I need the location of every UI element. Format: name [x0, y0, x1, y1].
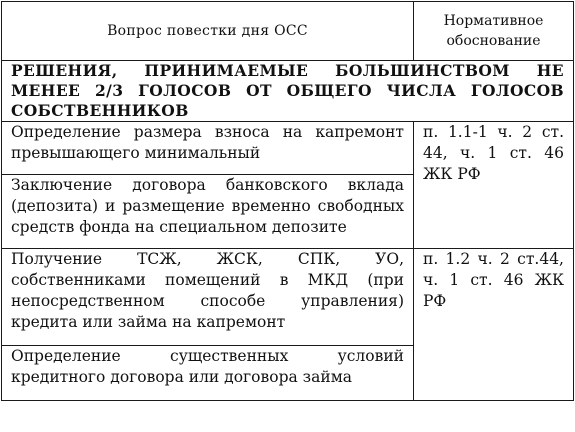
header-basis-line-1: Нормативное — [443, 13, 544, 29]
header-basis-line-2: обоснование — [446, 33, 541, 49]
question-cell: Определение размера взноса на капремонт превышающего минимальный — [2, 122, 414, 175]
question-cell: Заключение договора банковского вклада (депозита) и размещение временно свободных средств фонда на специальном депозите — [2, 175, 414, 249]
question-cell: Получение ТСЖ, ЖСК, СПК, УО, собственниками помещений в МКД (при непосредственном способе управления) кредита или займа на капремонт — [2, 249, 414, 346]
basis-cell: п. 1.1-1 ч. 2 ст. 44, ч. 1 ст. 46 ЖК РФ — [414, 122, 574, 249]
basis-cell: п. 1.2 ч. 2 ст.44, ч. 1 ст. 46 ЖК РФ — [414, 249, 574, 401]
table-row — [2, 122, 574, 175]
header-basis-column — [414, 2, 574, 61]
section-title: РЕШЕНИЯ, ПРИНИМАЕМЫЕ БОЛЬШИНСТВОМ НЕ МЕНЕЕ 2/3 ГОЛОСОВ ОТ ОБЩЕГО ЧИСЛА ГОЛОСОВ СОБСТВЕННИКОВ — [2, 61, 574, 122]
question-cell: Определение существенных условий кредитного договора или договора займа — [2, 346, 414, 401]
table-row — [2, 249, 574, 346]
table-header-row — [2, 2, 574, 61]
section-header-row — [2, 61, 574, 122]
oss-decisions-table — [1, 1, 574, 401]
header-question-column: Вопрос повестки дня ОСС — [2, 2, 414, 61]
